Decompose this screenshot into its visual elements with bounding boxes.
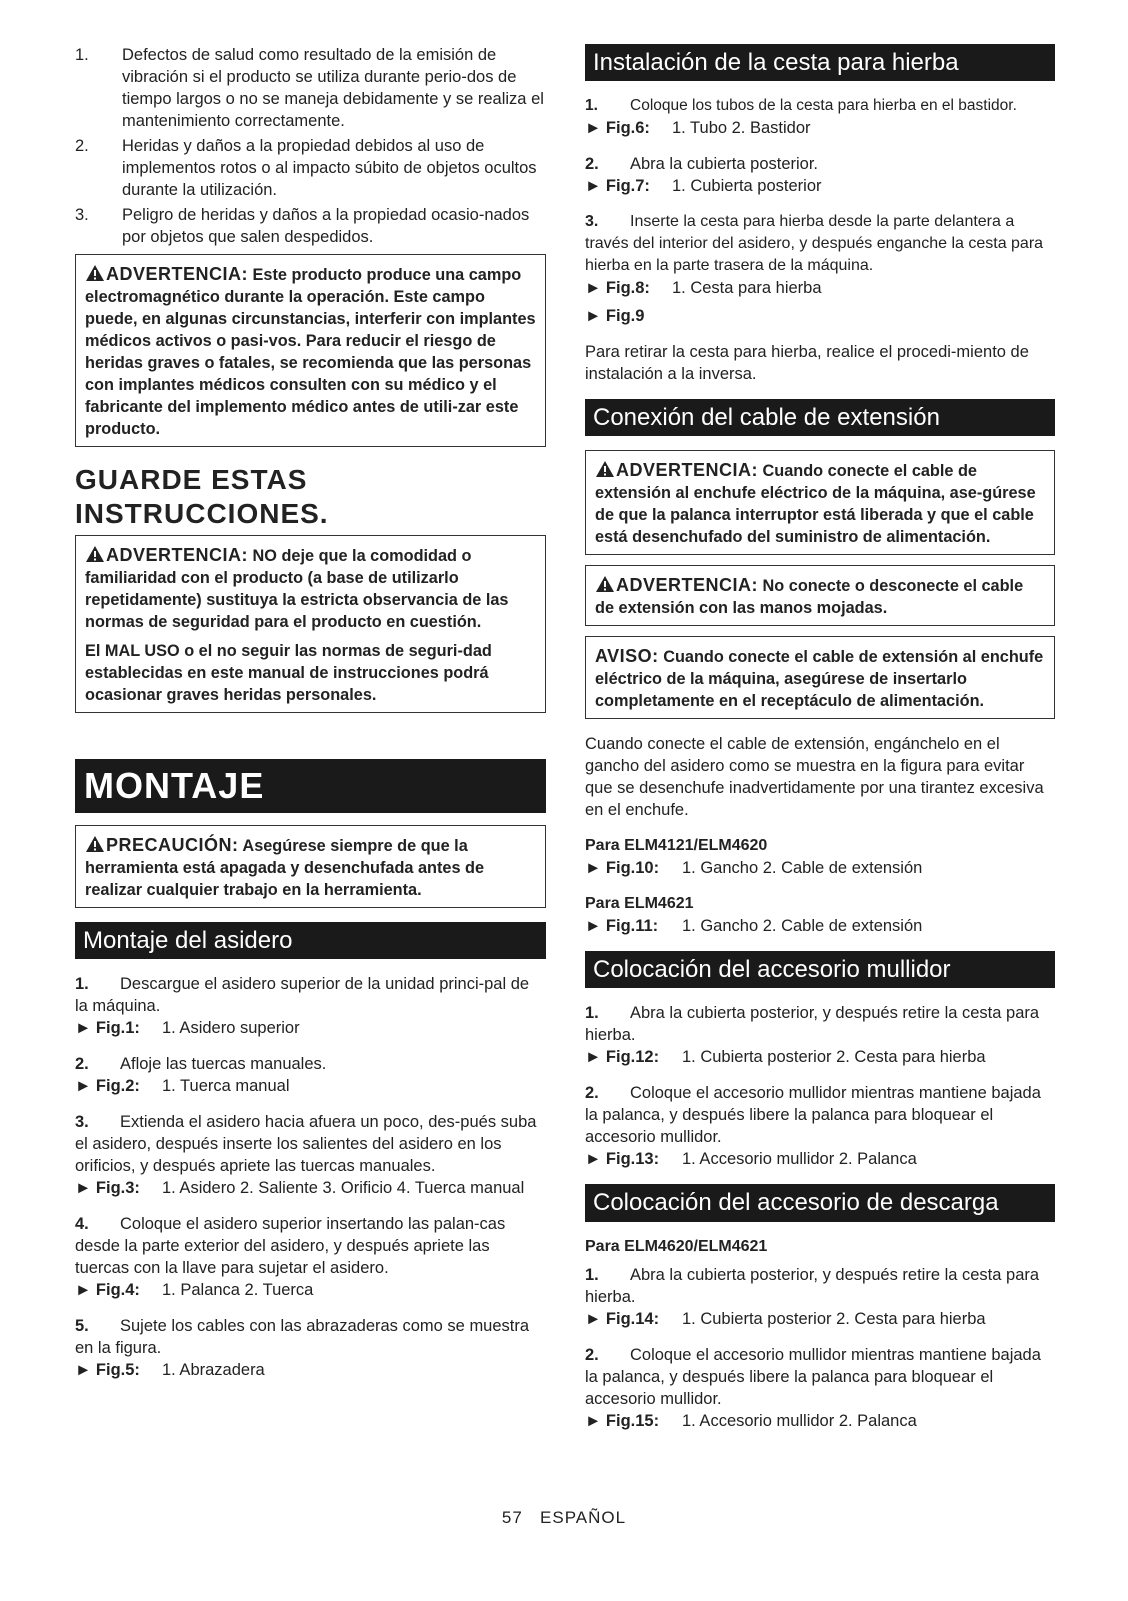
step: 5. Sujete los cables con las abrazaderas como se muestra en la figura. ► Fig.5: 1. Abrazadera xyxy=(75,1315,546,1381)
step: 1. Coloque los tubos de la cesta para hierba en el bastidor. ► Fig.6: 1. Tubo 2. Bastidor xyxy=(585,95,1055,139)
notice-box: AVISO: Cuando conecte el cable de extensión al enchufe eléctrico de la máquina, asegúrese de insertarlo completamente en el receptáculo de alimentación. xyxy=(585,636,1055,719)
heading-montaje-asidero: Montaje del asidero xyxy=(75,922,546,959)
figure-ref: ► Fig.1: 1. Asidero superior xyxy=(75,1019,300,1037)
heading-accesorio-mullidor: Colocación del accesorio mullidor xyxy=(585,951,1055,988)
figure-ref: ► Fig.3: 1. Asidero 2. Saliente 3. Orificio 4. Tuerca manual xyxy=(75,1179,525,1197)
list-item: 2. Heridas y daños a la propiedad debidos al uso de implementos rotos o al impacto súbito de objetos ocultos durante la utilización. xyxy=(75,137,537,199)
figure-ref: ► Fig.10: 1. Gancho 2. Cable de extensión xyxy=(585,859,923,877)
model-subheading: Para ELM4620/ELM4621 xyxy=(585,1238,768,1255)
warning-box-electromagnetic: ADVERTENCIA: Este producto produce una campo electromagnético durante la operación. Este campo puede, en algunas circunstancias, interferir con implantes médicos activos o pasi-vos. Para reducir el riesgo de heridas graves o fatales, se recomienda que las personas con implantes médicos consulten con su médico y el fabricante del implemento médico antes de utili-zar este producto. xyxy=(75,254,546,447)
list-item: 1. Defectos de salud como resultado de la emisión de vibración si el producto se utiliza durante perio-dos de tiempo largos o no se maneja debidamente y se realiza el mantenimiento correctamente. xyxy=(75,46,544,130)
right-column xyxy=(585,44,1055,1446)
warning-triangle-icon xyxy=(85,835,105,853)
figure-ref: ► Fig.12: 1. Cubierta posterior 2. Cesta para hierba xyxy=(585,1048,986,1066)
figure-ref: ► Fig.2: 1. Tuerca manual xyxy=(75,1077,290,1095)
figure-ref: ► Fig.6: 1. Tubo 2. Bastidor xyxy=(585,119,811,137)
warning-triangle-icon xyxy=(85,264,105,282)
heading-accesorio-descarga: Colocación del accesorio de descarga xyxy=(585,1184,1055,1222)
step: 2. Abra la cubierta posterior. ► Fig.7: 1. Cubierta posterior xyxy=(585,153,1055,197)
figure-ref: ► Fig.14: 1. Cubierta posterior 2. Cesta para hierba xyxy=(585,1310,986,1328)
removal-note: Para retirar la cesta para hierba, realice el procedi-miento de instalación a la inversa. xyxy=(585,343,1029,383)
page-footer xyxy=(0,1508,1128,1528)
warning-triangle-icon xyxy=(595,460,615,478)
page-number: 57 xyxy=(501,1508,523,1527)
warning-box-wet-hands: ADVERTENCIA: No conecte o desconecte el cable de extensión con las manos mojadas. xyxy=(585,565,1055,626)
step: 1. Descargue el asidero superior de la unidad princi-pal de la máquina. ► Fig.1: 1. Asidero superior xyxy=(75,973,546,1039)
step: 4. Coloque el asidero superior insertando las palan-cas desde la parte exterior del asidero, y después apriete las tuercas con la llave para sujetar el asidero. ► Fig.4: 1. Palanca 2. Tuerca xyxy=(75,1213,546,1301)
warning-box-misuse: ADVERTENCIA: NO deje que la comodidad o familiaridad con el producto (a base de utilizarlo repetidamente) sustituya la estricta observancia de las normas de seguridad para el producto en cuestión. El MAL USO o el no seguir las normas de seguri-dad establecidas en este manual de instrucciones podrá ocasionar graves heridas personales. xyxy=(75,535,546,713)
step: 2. Afloje las tuercas manuales. ► Fig.2: 1. Tuerca manual xyxy=(75,1053,546,1097)
figure-ref: ► Fig.15: 1. Accesorio mullidor 2. Palanca xyxy=(585,1412,917,1430)
step: 1. Abra la cubierta posterior, y después retire la cesta para hierba. ► Fig.14: 1. Cubierta posterior 2. Cesta para hierba xyxy=(585,1264,1055,1330)
heading-instalacion-cesta: Instalación de la cesta para hierba xyxy=(585,44,1055,81)
step: 3. Inserte la cesta para hierba desde la parte delantera a través del interior del asidero, y después enganche la cesta para hierba en la parte trasera de la máquina. ► Fig.8: 1. Cesta para hierba xyxy=(585,211,1055,299)
warning-box-extension-cable: ADVERTENCIA: Cuando conecte el cable de extensión al enchufe eléctrico de la máquina, ase-gúrese de que la palanca interruptor está liberada y que el cable está desenchufado del suministro de alimentación. xyxy=(585,450,1055,555)
heading-conexion-cable: Conexión del cable de extensión xyxy=(585,399,1055,436)
section-title-montaje: MONTAJE xyxy=(75,759,546,813)
cable-instructions: Cuando conecte el cable de extensión, engánchelo en el gancho del asidero como se muestra en la figura para evitar que se desenchufe inadvertidamente por una tirantez excesiva en el enchufe. xyxy=(585,735,1044,819)
figure-ref: ► Fig.13: 1. Accesorio mullidor 2. Palanca xyxy=(585,1150,917,1168)
figure-ref: ► Fig.4: 1. Palanca 2. Tuerca xyxy=(75,1281,314,1299)
model-block: Para ELM4121/ELM4620 ► Fig.10: 1. Gancho 2. Cable de extensión xyxy=(585,835,1055,879)
step: 1. Abra la cubierta posterior, y después retire la cesta para hierba. ► Fig.12: 1. Cubierta posterior 2. Cesta para hierba xyxy=(585,1002,1055,1068)
figure-ref: ► Fig.5: 1. Abrazadera xyxy=(75,1361,265,1379)
warning-triangle-icon xyxy=(595,575,615,593)
save-instructions-heading: GUARDE ESTAS INSTRUCCIONES. xyxy=(75,464,329,529)
language-label: ESPAÑOL xyxy=(540,1508,627,1527)
step: 2. Coloque el accesorio mullidor mientras mantiene bajada la palanca, y después libere la palanca para bloquear el accesorio mullidor. ► Fig.13: 1. Accesorio mullidor 2. Palanca xyxy=(585,1082,1055,1170)
step: 2. Coloque el accesorio mullidor mientras mantiene bajada la palanca, y después libere la palanca para bloquear el accesorio mullidor. ► Fig.15: 1. Accesorio mullidor 2. Palanca xyxy=(585,1344,1055,1432)
figure-ref: ► Fig.8: 1. Cesta para hierba xyxy=(585,279,822,297)
effects-list xyxy=(75,44,546,248)
caution-box: PRECAUCIÓN: Asegúrese siempre de que la herramienta está apagada y desenchufada antes de realizar cualquier trabajo en la herramienta. xyxy=(75,825,546,908)
figure-ref: ► Fig.7: 1. Cubierta posterior xyxy=(585,177,822,195)
warning-triangle-icon xyxy=(85,545,105,563)
list-item: 3. Peligro de heridas y daños a la propiedad ocasio-nados por objetos que salen despedidos. xyxy=(75,206,530,246)
figure-ref: ► Fig.9 xyxy=(585,307,645,325)
figure-ref: ► Fig.11: 1. Gancho 2. Cable de extensión xyxy=(585,917,923,935)
left-column xyxy=(75,44,546,1395)
step: 3. Extienda el asidero hacia afuera un poco, des-pués suba el asidero, después inserte los salientes del asidero en los orificios, y después apriete las tuercas manuales. ► Fig.3: 1. Asidero 2. Saliente 3. Orificio 4. Tuerca manual xyxy=(75,1111,546,1199)
model-block: Para ELM4621 ► Fig.11: 1. Gancho 2. Cable de extensión xyxy=(585,893,1055,937)
